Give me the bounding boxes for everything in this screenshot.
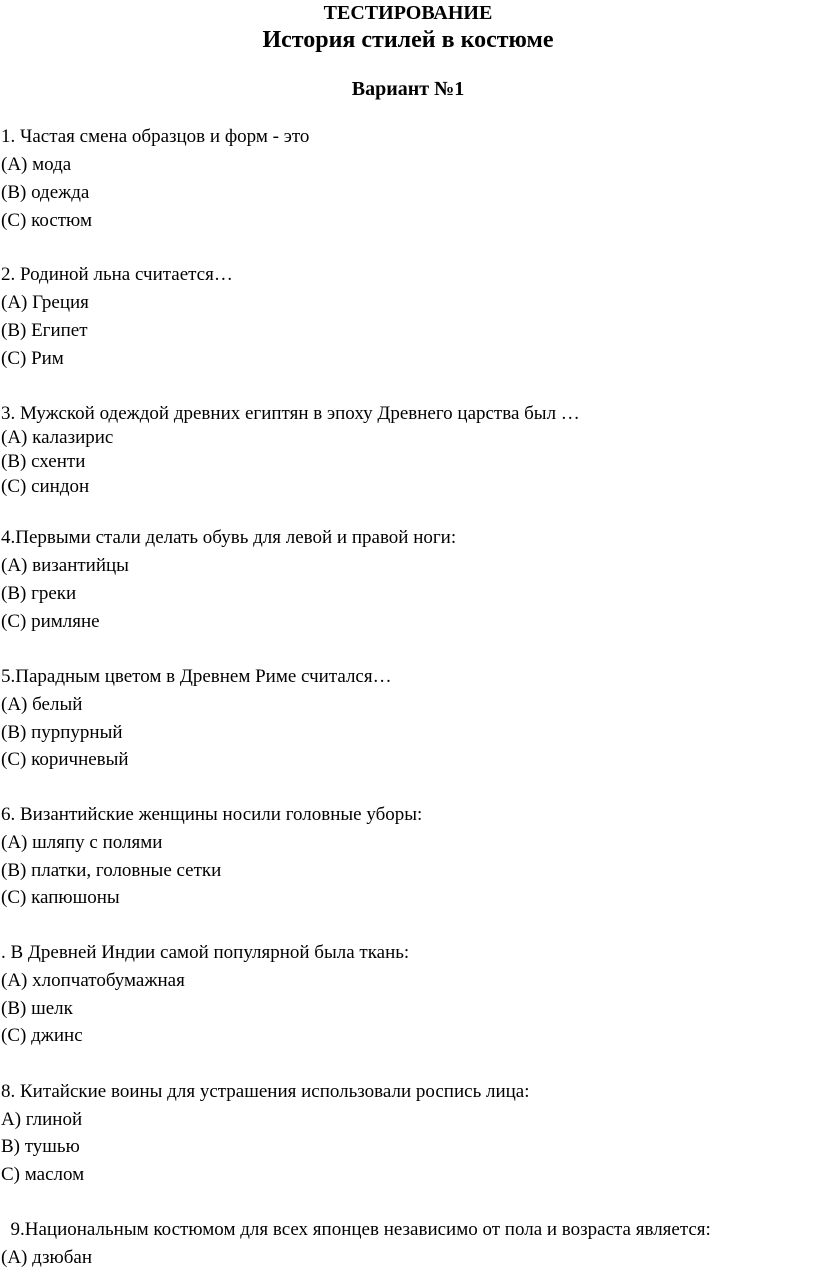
question-3-option-c: (C) синдон xyxy=(1,476,90,497)
question-2-text: 2. Родиной льна считается… xyxy=(1,264,233,285)
question-5-option-a: (A) белый xyxy=(1,694,83,715)
question-3-option-b: (B) схенти xyxy=(1,451,86,472)
question-1-option-c: (C) костюм xyxy=(1,210,93,231)
variant-heading: Вариант №1 xyxy=(351,78,465,100)
question-7-option-c: (C) джинс xyxy=(1,1025,83,1046)
question-5-text: 5.Парадным цветом в Древнем Риме считался… xyxy=(1,666,392,687)
document-title: ТЕСТИРОВАНИЕ xyxy=(323,2,493,24)
question-1-option-b: (B) одежда xyxy=(1,182,90,203)
question-2-option-c: (C) Рим xyxy=(1,348,64,369)
question-3-option-a: (A) калазирис xyxy=(1,427,114,448)
question-2-option-b: (B) Египет xyxy=(1,320,88,341)
question-6-option-a: (A) шляпу с полями xyxy=(1,832,163,853)
question-4-option-a: (A) византийцы xyxy=(1,555,129,576)
question-6-text: 6. Византийские женщины носили головные уборы: xyxy=(1,804,423,825)
question-1-text: 1. Частая смена образцов и форм - это xyxy=(1,126,310,147)
question-8-option-a: A) глиной xyxy=(1,1109,83,1130)
question-1-option-a: (A) мода xyxy=(1,154,72,175)
question-8-text: 8. Китайские воины для устрашения использовали роспись лица: xyxy=(1,1081,530,1102)
question-9-option-a: (A) дзюбан xyxy=(1,1247,92,1268)
question-4-option-c: (C) римляне xyxy=(1,611,100,632)
question-6-option-c: (C) капюшоны xyxy=(1,887,120,908)
question-4-text: 4.Первыми стали делать обувь для левой и правой ноги: xyxy=(1,527,457,548)
question-7-option-a: (A) хлопчатобумажная xyxy=(1,970,185,991)
question-3-text: 3. Мужской одеждой древних египтян в эпоху Древнего царства был … xyxy=(1,403,580,424)
question-7-text: . В Древней Индии самой популярной была ткань: xyxy=(1,942,410,963)
document-subtitle: История стилей в костюме xyxy=(262,27,554,53)
question-8-option-c: C) маслом xyxy=(1,1164,85,1185)
question-2-option-a: (A) Греция xyxy=(1,292,89,313)
question-9-text: 9.Национальным костюмом для всех японцев независимо от пола и возраста является: xyxy=(1,1219,711,1240)
question-6-option-b: (B) платки, головные сетки xyxy=(1,860,222,881)
question-7-option-b: (B) шелк xyxy=(1,998,73,1019)
question-5-option-c: (C) коричневый xyxy=(1,749,129,770)
question-5-option-b: (B) пурпурный xyxy=(1,722,123,743)
question-4-option-b: (B) греки xyxy=(1,583,77,604)
question-8-option-b: B) тушью xyxy=(1,1136,80,1157)
